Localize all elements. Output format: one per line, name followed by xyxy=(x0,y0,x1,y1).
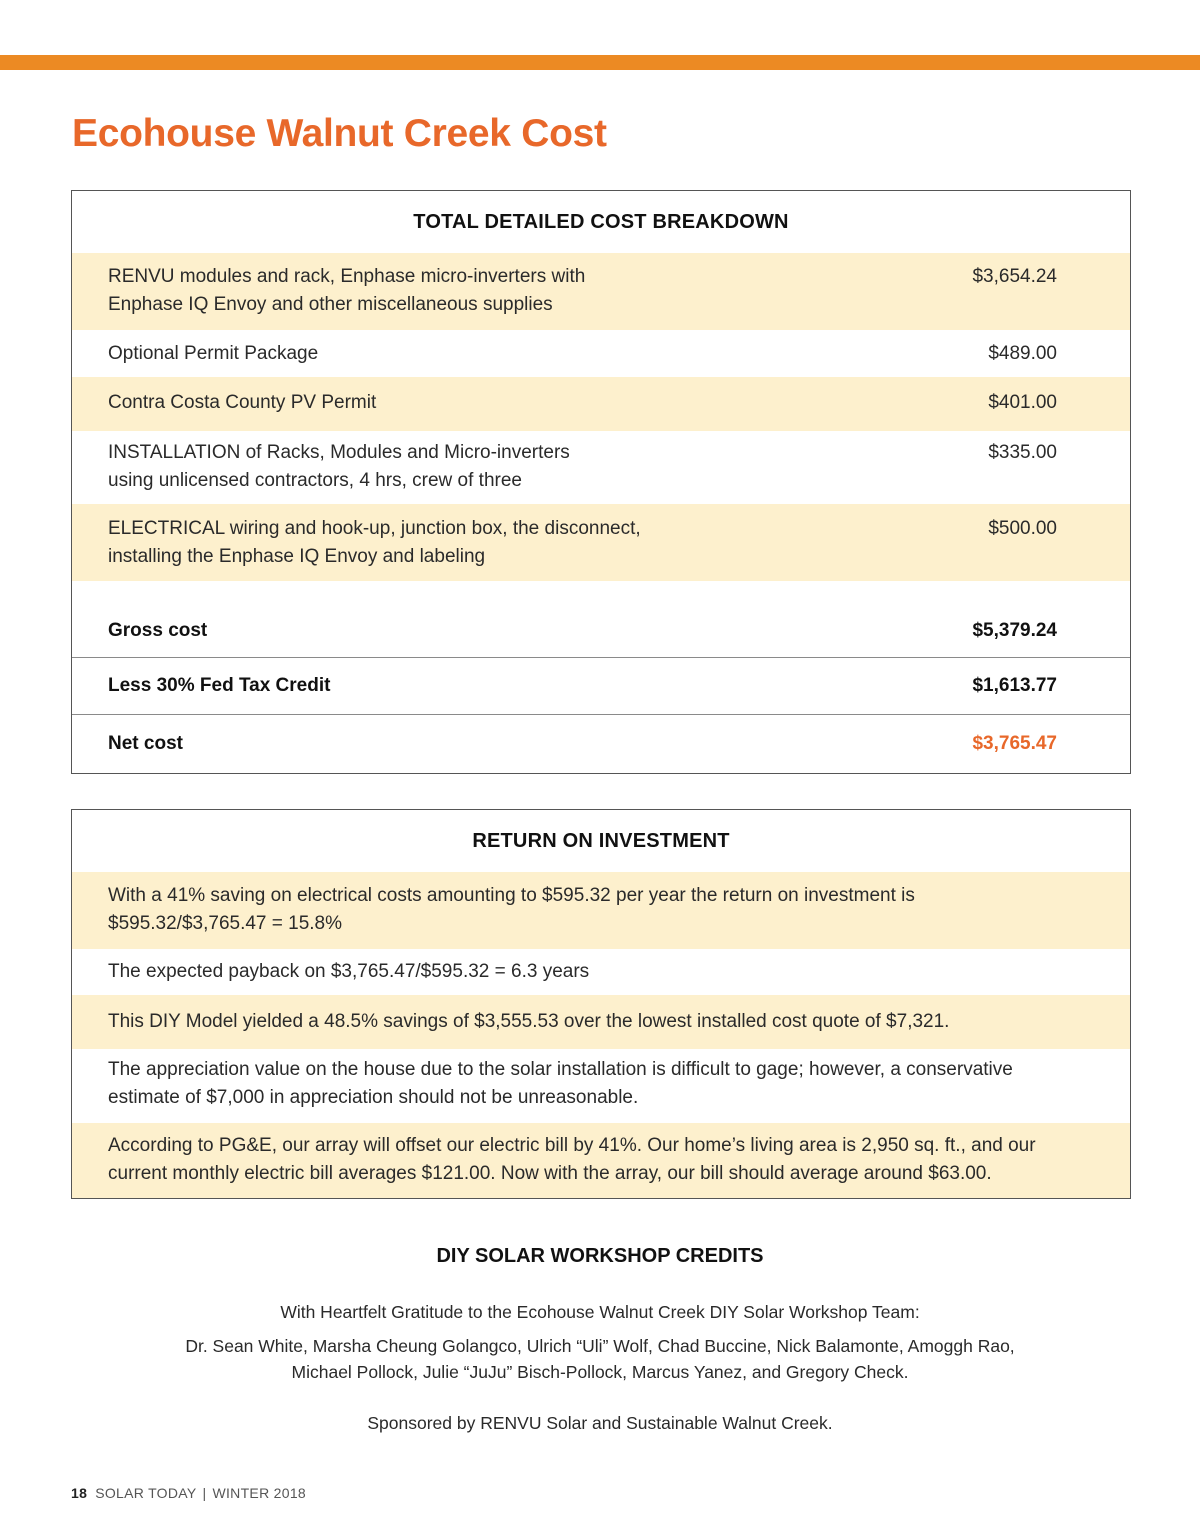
roi-item-row: The appreciation value on the house due to the solar installation is difficult to gage; however, a conservative estimate of $7,000 in appreciation should not be unreasonable. xyxy=(108,1059,1013,1108)
net-cost-label: Net cost xyxy=(108,732,183,754)
issue-label: WINTER 2018 xyxy=(212,1485,307,1501)
roi-table xyxy=(71,809,1131,1199)
cost-item-description: Optional Permit Package xyxy=(108,343,319,364)
cost-item-row xyxy=(72,330,1130,377)
cost-item-description: INSTALLATION of Racks, Modules and Micro-inverters using unlicensed contractors, 4 hrs, crew of three xyxy=(108,442,570,491)
cost-item-amount: $401.00 xyxy=(988,392,1057,413)
cost-breakdown-table xyxy=(71,190,1131,774)
top-accent-bar xyxy=(0,55,1200,70)
roi-item-row: According to PG&E, our array will offset our electric bill by 41%. Our home’s living area is 2,950 sq. ft., and our current monthly electric bill averages $121.00. Now with the array, our bill should average around $63.00. xyxy=(72,1123,1130,1198)
gross-cost-label: Gross cost xyxy=(108,619,208,641)
cost-item-row xyxy=(72,431,1130,504)
page-title: Ecohouse Walnut Creek Cost xyxy=(72,112,607,155)
tax-credit-row xyxy=(72,657,1130,714)
tax-credit-amount: $1,613.77 xyxy=(972,675,1057,696)
roi-item-row: The expected payback on $3,765.47/$595.32 = 6.3 years xyxy=(108,961,590,982)
net-cost-row xyxy=(72,714,1130,772)
credits-team: Dr. Sean White, Marsha Cheung Golangco, Ulrich “Uli” Wolf, Chad Buccine, Nick Balamonte, Amoggh Rao, Michael Pollock, Julie “JuJu” Bisch-Pollock, Marcus Yanez, and Gregory Check. xyxy=(185,1336,1015,1382)
credits-sponsor: Sponsored by RENVU Solar and Sustainable Walnut Creek. xyxy=(367,1413,833,1433)
cost-item-amount: $500.00 xyxy=(988,518,1057,539)
cost-item-description: Contra Costa County PV Permit xyxy=(108,392,377,413)
publication-name: SOLAR TODAY xyxy=(95,1485,197,1501)
roi-item-row: This DIY Model yielded a 48.5% savings of $3,555.53 over the lowest installed cost quote of $7,321. xyxy=(72,995,1130,1049)
cost-item-amount: $3,654.24 xyxy=(972,266,1057,287)
cost-item-amount: $489.00 xyxy=(988,343,1057,364)
roi-item-row: With a 41% saving on electrical costs amounting to $595.32 per year the return on investment is $595.32/$3,765.47 = 15.8% xyxy=(72,872,1130,949)
gross-cost-row xyxy=(72,604,1130,657)
gross-cost-amount: $5,379.24 xyxy=(972,619,1057,641)
cost-item-row xyxy=(72,504,1130,581)
page-number: 18 xyxy=(71,1485,88,1501)
net-cost-amount: $3,765.47 xyxy=(972,732,1057,754)
cost-item-row xyxy=(72,377,1130,431)
footer-separator: | xyxy=(202,1485,207,1501)
cost-item-row xyxy=(72,253,1130,330)
tax-credit-label: Less 30% Fed Tax Credit xyxy=(108,675,331,696)
page-footer xyxy=(71,1485,306,1501)
credits-gratitude: With Heartfelt Gratitude to the Ecohouse Walnut Creek DIY Solar Workshop Team: xyxy=(280,1302,920,1322)
cost-item-amount: $335.00 xyxy=(988,442,1057,463)
cost-item-description: RENVU modules and rack, Enphase micro-inverters with Enphase IQ Envoy and other miscellaneous supplies xyxy=(108,266,586,315)
roi-table-heading: RETURN ON INVESTMENT xyxy=(472,829,730,852)
credits-heading: DIY SOLAR WORKSHOP CREDITS xyxy=(436,1245,764,1267)
cost-item-description: ELECTRICAL wiring and hook-up, junction box, the disconnect, installing the Enphase IQ Envoy and labeling xyxy=(108,518,641,567)
cost-table-heading: TOTAL DETAILED COST BREAKDOWN xyxy=(413,210,789,233)
